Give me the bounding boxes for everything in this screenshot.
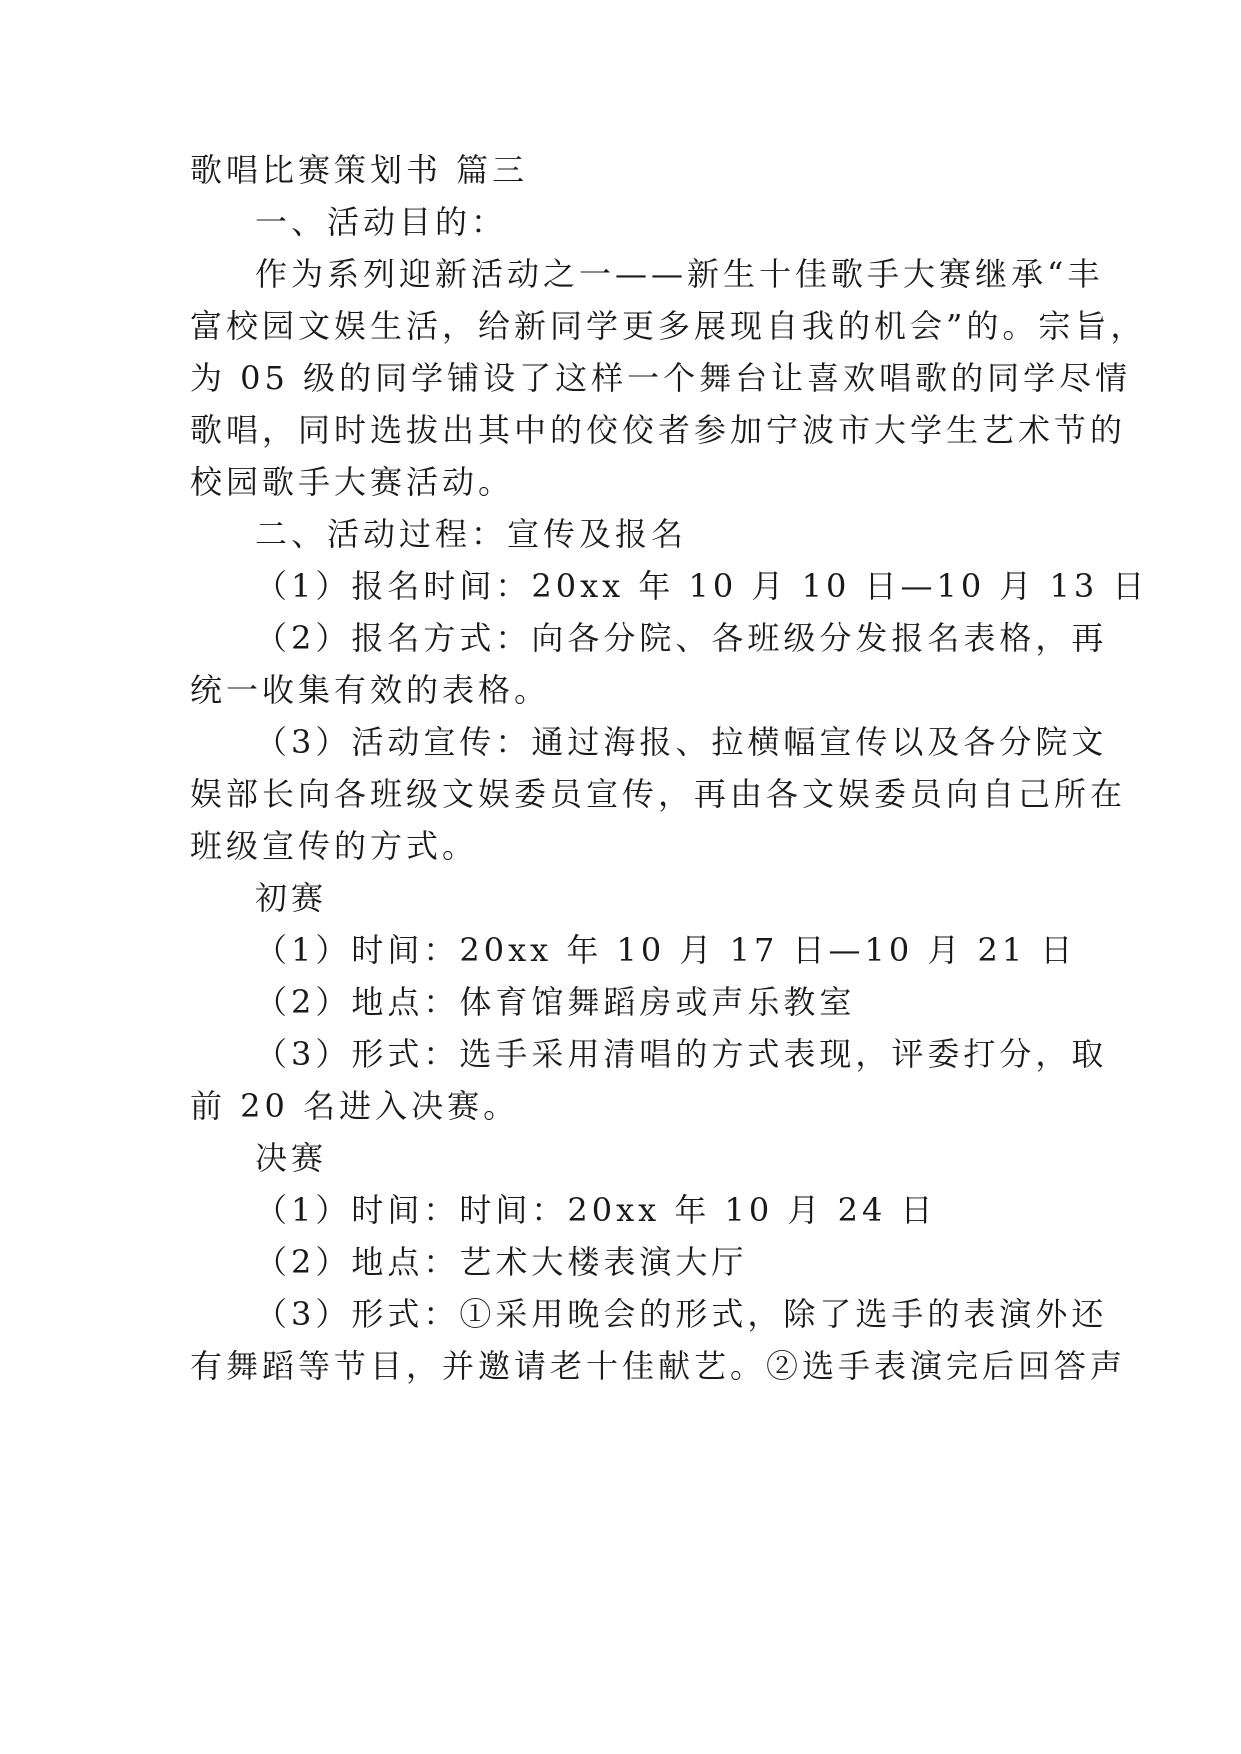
paragraph-line: 歌唱，同时选拔出其中的佼佼者参加宁波市大学生艺术节的 [190, 411, 1127, 449]
paragraph-line: 为 05 级的同学铺设了这样一个舞台让喜欢唱歌的同学尽情 [190, 359, 1132, 397]
paragraph-line: 前 20 名进入决赛。 [190, 1087, 520, 1125]
section-heading-purpose: 一、活动目的： [255, 203, 508, 241]
paragraph-line: 作为系列迎新活动之一——新生十佳歌手大赛继承“丰 [255, 255, 1104, 293]
paragraph-line: 班级宣传的方式。 [190, 827, 479, 865]
paragraph-line: （2）报名方式：向各分院、各班级分发报名表格，再 [255, 619, 1108, 657]
paragraph-line: （2）地点：艺术大楼表演大厅 [255, 1243, 748, 1281]
paragraph-line: 娱部长向各班级文娱委员宣传，再由各文娱委员向自己所在 [190, 775, 1127, 813]
paragraph-line: （1）时间：20xx 年 10 月 17 日—10 月 21 日 [255, 931, 1077, 969]
document-title: 歌唱比赛策划书 篇三 [190, 151, 529, 189]
paragraph-line: （2）地点：体育馆舞蹈房或声乐教室 [255, 983, 856, 1021]
section-heading-process: 二、活动过程：宣传及报名 [255, 515, 688, 553]
paragraph-line: 统一收集有效的表格。 [190, 671, 551, 709]
paragraph-line: （1）时间：时间：20xx 年 10 月 24 日 [255, 1191, 937, 1229]
paragraph-line: 校园歌手大赛活动。 [190, 463, 515, 501]
subheading-final: 决赛 [255, 1139, 328, 1177]
paragraph-line: （3）形式：①采用晚会的形式，除了选手的表演外还 [255, 1295, 1108, 1333]
paragraph-line: （3）形式：选手采用清唱的方式表现，评委打分，取 [255, 1035, 1108, 1073]
paragraph-line: （1）报名时间：20xx 年 10 月 10 日—10 月 13 日 [255, 567, 1149, 605]
paragraph-line: 富校园文娱生活，给新同学更多展现自我的机会”的。宗旨， [190, 307, 1147, 345]
paragraph-line: 有舞蹈等节目，并邀请老十佳献艺。②选手表演完后回答声 [190, 1347, 1127, 1385]
subheading-preliminary: 初赛 [255, 879, 328, 917]
paragraph-line: （3）活动宣传：通过海报、拉横幅宣传以及各分院文 [255, 723, 1108, 761]
